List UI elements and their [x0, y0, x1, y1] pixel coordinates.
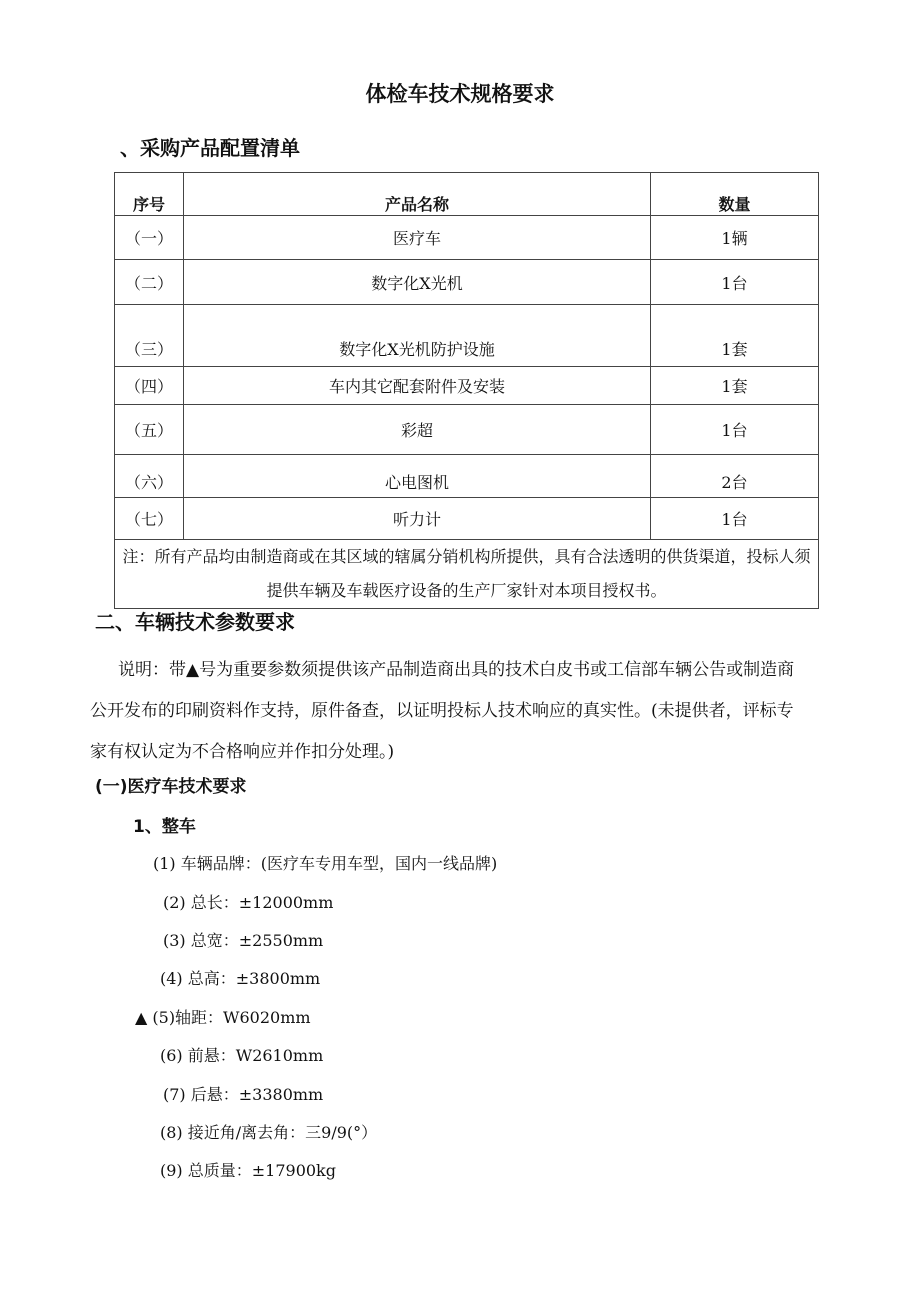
row-quantity: 1台 [651, 405, 819, 455]
row-quantity: 1套 [651, 305, 819, 367]
row-index: （一） [115, 216, 184, 260]
row-product: 数字化X光机 [184, 260, 651, 305]
spec-item-front-overhang: (6) 前悬：W2610mm [160, 1046, 324, 1065]
header-quantity: 数量 [651, 173, 819, 216]
header-product: 产品名称 [184, 173, 651, 216]
section1-heading: 、采购产品配置清单 [120, 136, 300, 160]
row-index: （二） [115, 260, 184, 305]
spec-item-height: (4) 总高：±3800mm [160, 969, 321, 988]
row-quantity: 1台 [651, 260, 819, 305]
header-index: 序号 [115, 173, 184, 216]
section2-heading: 二、车辆技术参数要求 [95, 610, 295, 634]
row-index: （五） [115, 405, 184, 455]
explanation-paragraph: 说明：带▲号为重要参数须提供该产品制造商出具的技术白皮书或工信部车辆公告或制造商公开发布的印刷资料作支持，原件备查，以证明投标人技术响应的真实性。(未提供者，评标专家有权认定为不合格响应并作扣分处理。) [90, 660, 795, 762]
row-quantity: 1台 [651, 498, 819, 540]
spec-item-wheelbase: ▲ (5)轴距：W6020mm [135, 1008, 311, 1027]
row-quantity: 1辆 [651, 216, 819, 260]
row-product: 彩超 [184, 405, 651, 455]
row-product: 数字化X光机防护设施 [184, 305, 651, 367]
spec-item-rear-overhang: (7) 后悬：±3380mm [163, 1085, 324, 1104]
row-index: （四） [115, 367, 184, 405]
row-product: 车内其它配套附件及安装 [184, 367, 651, 405]
table-note: 注：所有产品均由制造商或在其区域的辖属分销机构所提供，具有合法透明的供货渠道，投标人须提供车辆及车载医疗设备的生产厂家针对本项目授权书。 [115, 540, 819, 609]
spec-item-brand: (1) 车辆品牌：(医疗车专用车型，国内一线品牌) [153, 854, 498, 873]
table-header-row [115, 173, 819, 216]
row-product: 心电图机 [184, 455, 651, 498]
row-quantity: 1套 [651, 367, 819, 405]
row-quantity: 2台 [651, 455, 819, 498]
spec-item-width: (3) 总宽：±2550mm [163, 931, 324, 950]
table-row [115, 498, 819, 540]
page-title: 体检车技术规格要求 [365, 82, 555, 106]
table-row [115, 260, 819, 305]
row-product: 医疗车 [184, 216, 651, 260]
row-product: 听力计 [184, 498, 651, 540]
table-row [115, 455, 819, 498]
table-row [115, 216, 819, 260]
table-note-row [115, 540, 819, 609]
config-table [114, 172, 819, 609]
table-row [115, 305, 819, 367]
table-row [115, 405, 819, 455]
row-index: （六） [115, 455, 184, 498]
table-row [115, 367, 819, 405]
row-index: （七） [115, 498, 184, 540]
subsubsection-heading: 1、整车 [133, 817, 196, 837]
spec-item-angles: (8) 接近角/离去角：三9/9(°） [160, 1123, 378, 1142]
spec-item-length: (2) 总长：±12000mm [163, 893, 334, 912]
subsection-heading: (一)医疗车技术要求 [95, 777, 247, 797]
spec-item-total-mass: (9) 总质量：±17900kg [160, 1161, 336, 1180]
row-index: （三） [115, 305, 184, 367]
